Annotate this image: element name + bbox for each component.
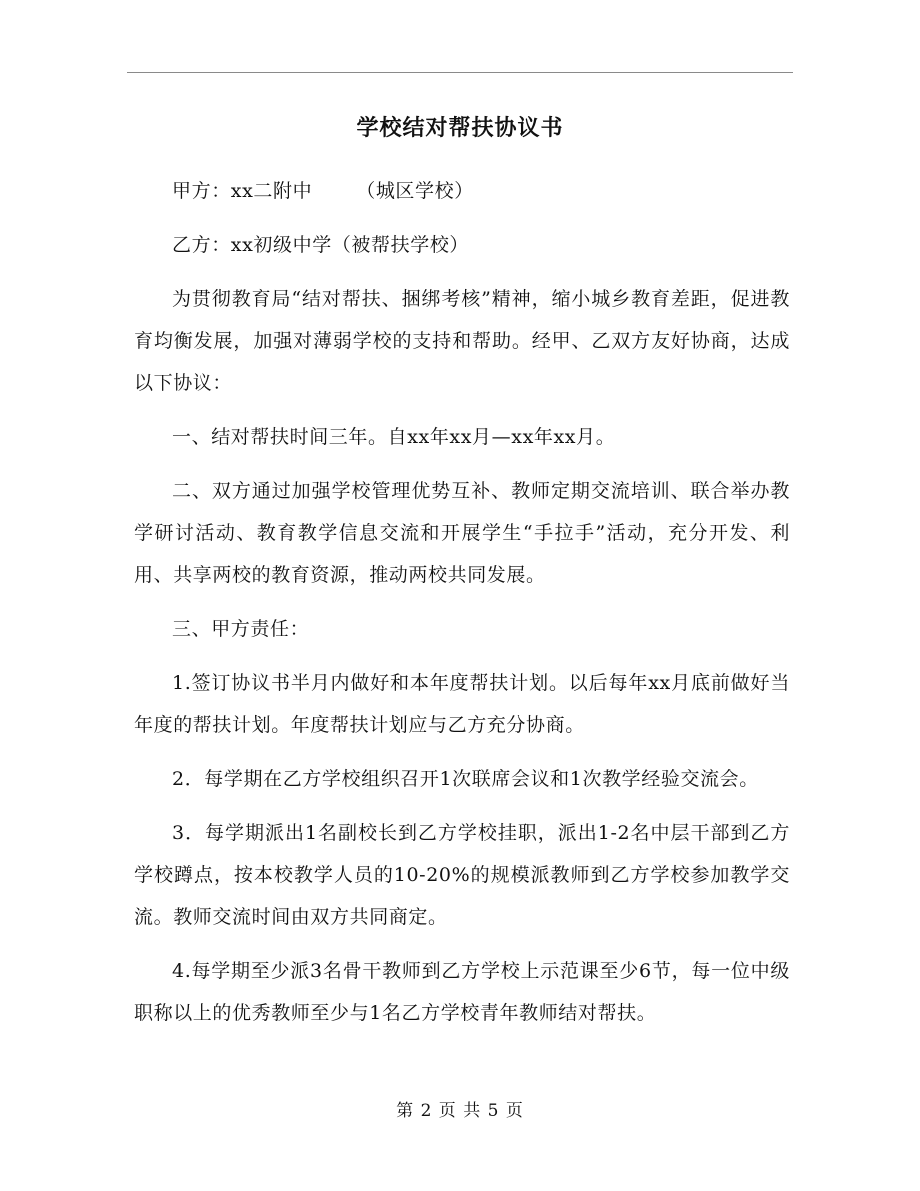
document-body [134, 170, 790, 1046]
header-rule [127, 72, 793, 73]
intro-paragraph: 为贯彻教育局“结对帮扶、捆绑考核”精神，缩小城乡教育差距，促进教育均衡发展，加强对薄弱学校的支持和帮助。经甲、乙双方友好协商，达成以下协议： [134, 288, 790, 394]
party-b-line: 乙方：xx初级中学（被帮扶学校） [172, 234, 470, 256]
party-a-label: 甲方：xx二附中 [172, 180, 313, 202]
document-title: 学校结对帮扶协议书 [356, 115, 564, 141]
clause-3-heading: 三、甲方责任： [172, 618, 310, 640]
responsibility-item-2: 2．每学期在乙方学校组织召开1次联席会议和1次教学经验交流会。 [172, 768, 759, 790]
responsibility-item-1: 1.签订协议书半月内做好和本年度帮扶计划。以后每年xx月底前做好当年度的帮扶计划。年度帮扶计划应与乙方充分协商。 [134, 672, 790, 736]
party-a-line [134, 170, 790, 212]
party-a-note: （城区学校） [356, 180, 474, 202]
responsibility-item-4: 4.每学期至少派3名骨干教师到乙方学校上示范课至少6节，每一位中级职称以上的优秀教师至少与1名乙方学校青年教师结对帮扶。 [134, 960, 790, 1024]
clause-2: 二、双方通过加强学校管理优势互补、教师定期交流培训、联合举办教学研讨活动、教育教学信息交流和开展学生“手拉手”活动，充分开发、利用、共享两校的教育资源，推动两校共同发展。 [134, 480, 790, 586]
responsibility-item-3: 3．每学期派出1名副校长到乙方学校挂职，派出1-2名中层干部到乙方学校蹲点，按本校教学人员的10-20%的规模派教师到乙方学校参加教学交流。教师交流时间由双方共同商定。 [134, 822, 790, 928]
page-number-footer: 第 2 页 共 5 页 [396, 1101, 524, 1121]
clause-1: 一、结对帮扶时间三年。自xx年xx月—xx年xx月。 [172, 426, 616, 448]
